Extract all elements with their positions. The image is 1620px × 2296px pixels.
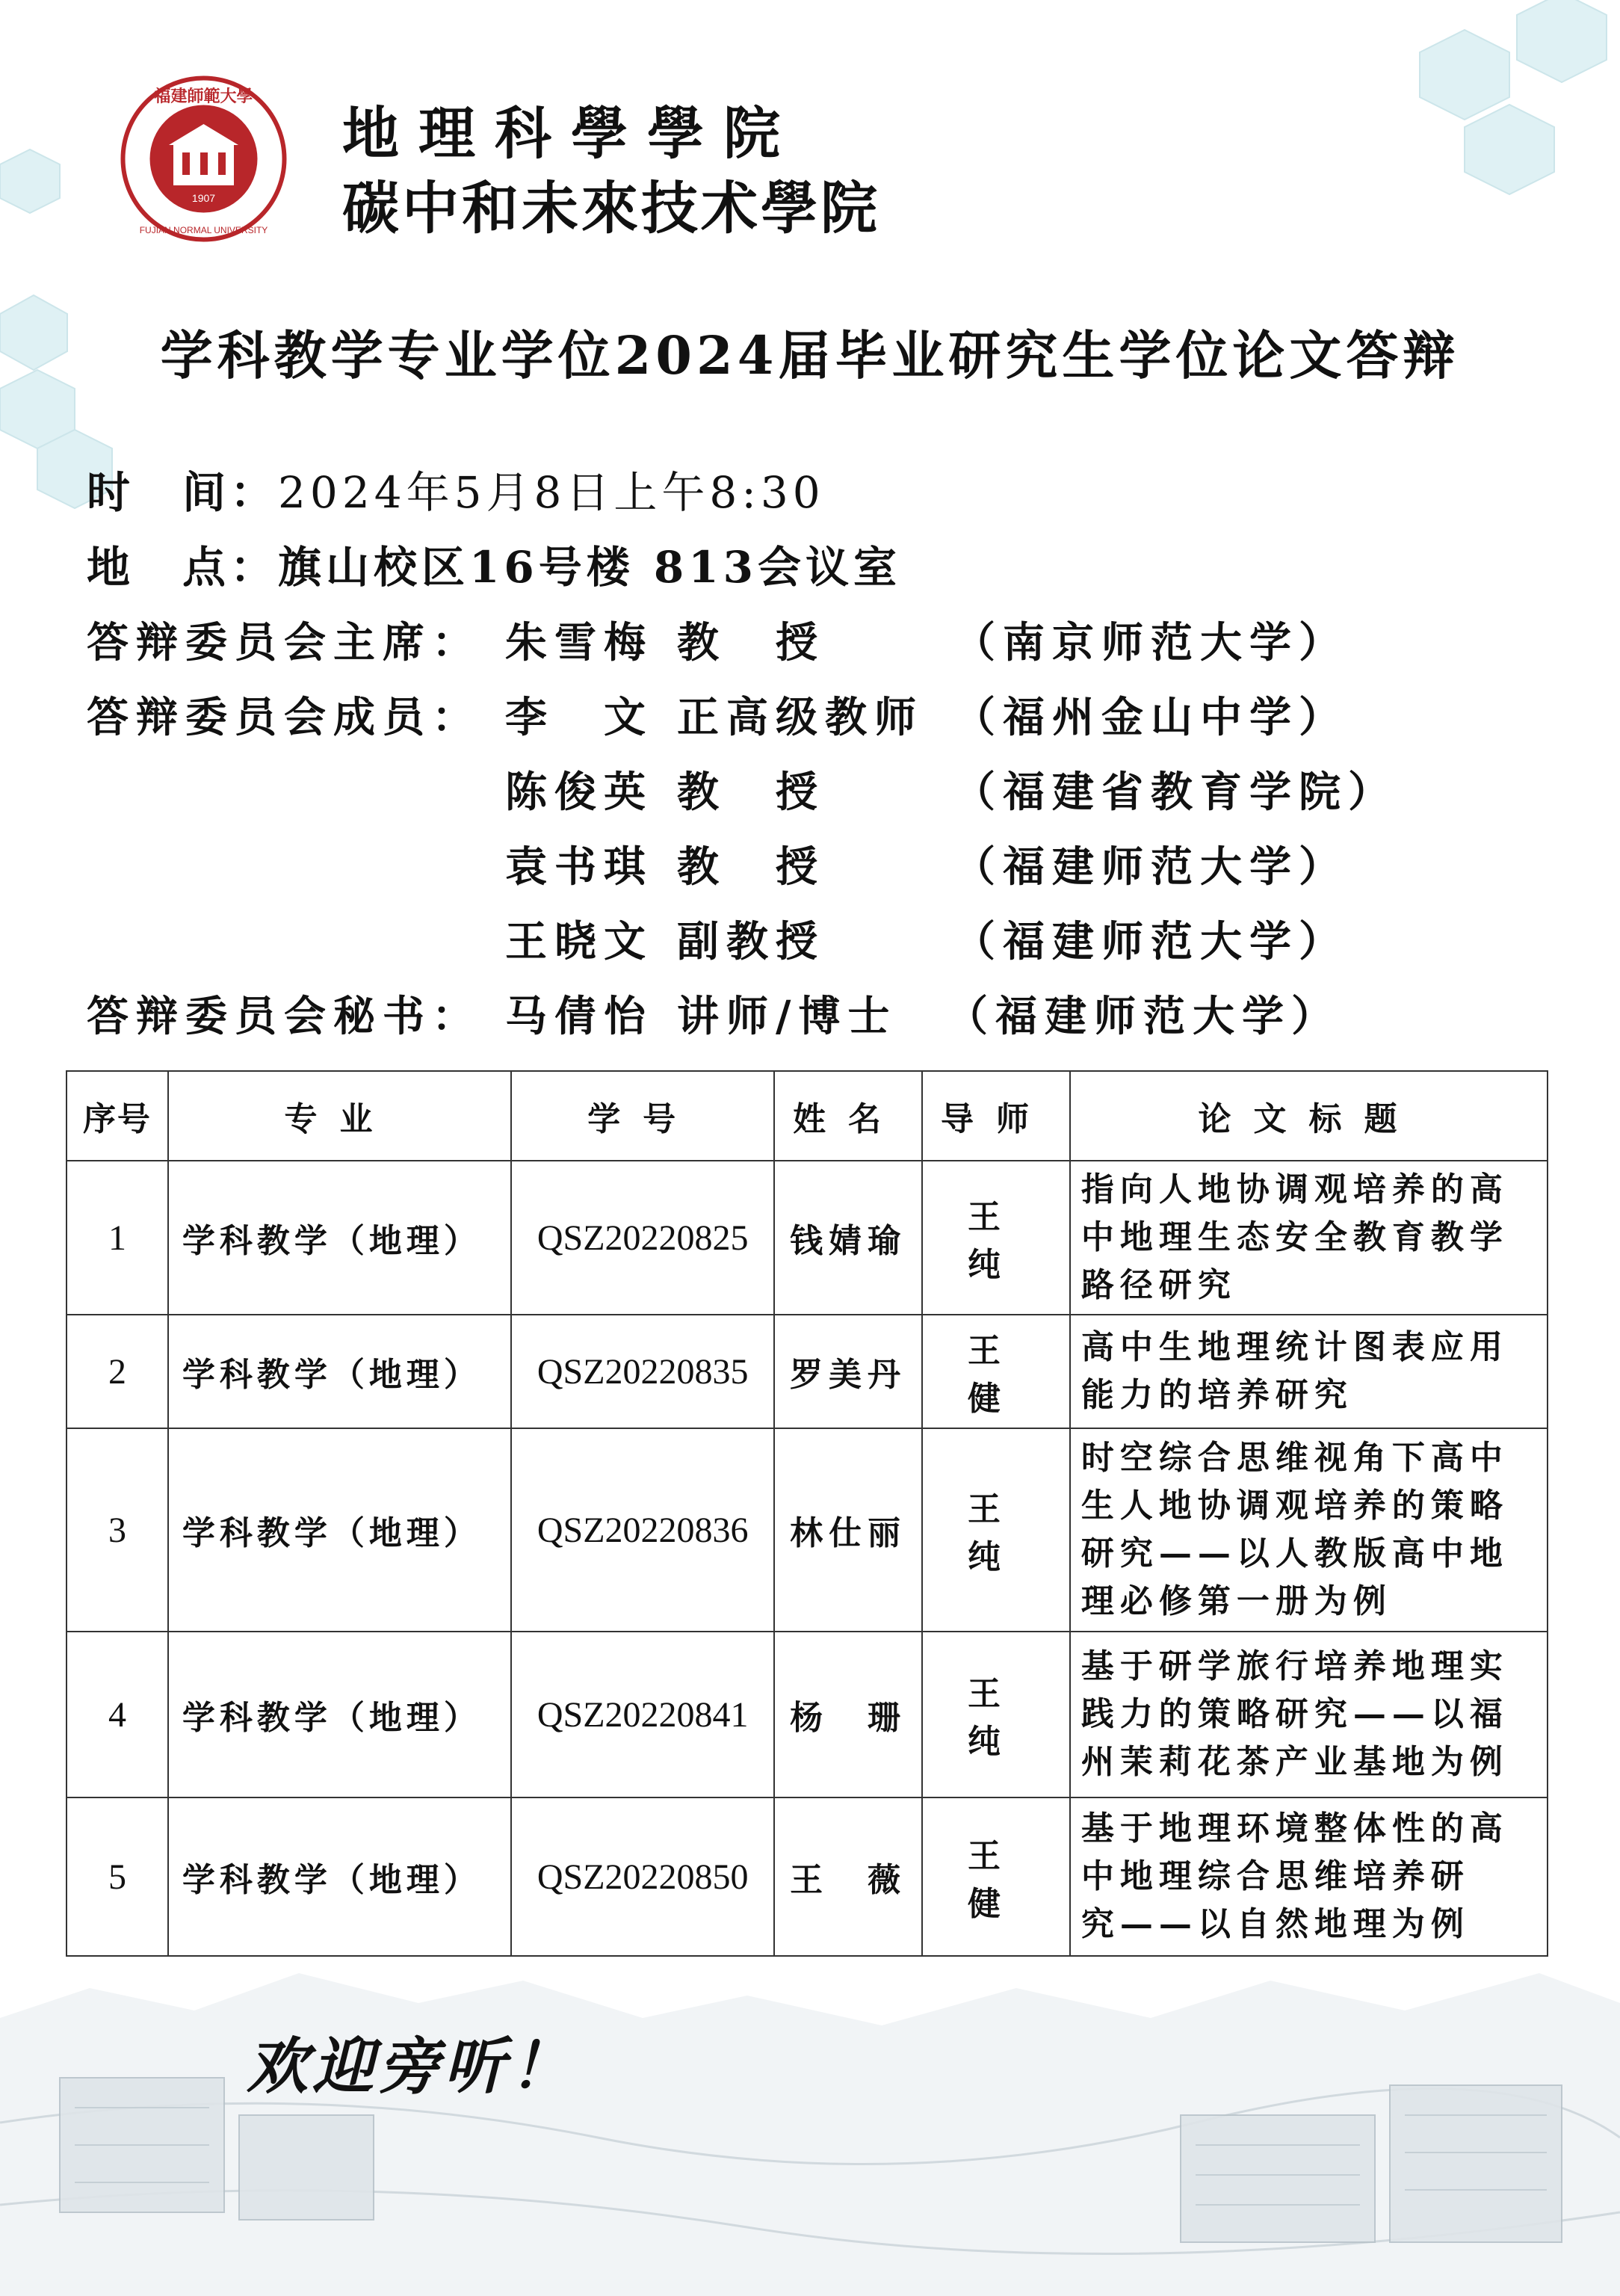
welcome-text: 欢迎旁听！: [247, 2031, 575, 2102]
member-title: 正高级教师: [677, 693, 924, 742]
time-label: 时 间：: [87, 467, 279, 518]
table-header-row: [67, 1071, 1548, 1161]
thesis-title-line: 时空综合思维视角下高中: [1080, 1439, 1509, 1477]
thesis-title-line: 中地理综合思维培养研: [1080, 1857, 1470, 1895]
advisor-cell: 王纯: [922, 1161, 1070, 1315]
secretary-org: （福建师范大学）: [946, 992, 1341, 1041]
thesis-title-line: 基于研学旅行培养地理实: [1080, 1647, 1509, 1685]
thesis-title-cell: [1070, 1797, 1548, 1956]
column-header: 导师: [922, 1071, 1070, 1161]
row-number: 5: [67, 1797, 168, 1956]
major-cell: 学科教学（地理）: [168, 1161, 511, 1315]
row-number: 3: [67, 1428, 168, 1632]
member-name: 袁书琪: [505, 842, 653, 892]
column-header: 学号: [511, 1071, 774, 1161]
thesis-title-line: 指向人地协调观培养的高: [1080, 1170, 1509, 1209]
thesis-title-line: 研究——以人教版高中地: [1080, 1534, 1509, 1573]
member-name: 陈俊英: [505, 768, 653, 817]
student-id-cell: QSZ20220850: [511, 1797, 774, 1956]
student-id-cell: QSZ20220836: [511, 1428, 774, 1632]
committee-secretary-row: [87, 984, 1506, 1041]
advisor-cell: 王健: [922, 1797, 1070, 1956]
student-id-cell: QSZ20220825: [511, 1161, 774, 1315]
svg-text:福建師範大學: 福建師範大學: [154, 87, 253, 106]
column-header: 论文标题: [1070, 1071, 1548, 1161]
student-name-cell: 杨 珊: [774, 1632, 922, 1797]
place-line: [87, 532, 901, 595]
thesis-title-line: 能力的培养研究: [1080, 1376, 1353, 1414]
thesis-title-cell: [1070, 1428, 1548, 1632]
table-row: [67, 1428, 1548, 1632]
member-org: （福建省教育学院）: [953, 768, 1397, 817]
event-title: 学科教学专业学位2024届毕业研究生学位论文答辩: [160, 324, 1460, 386]
student-name-cell: 罗美丹: [774, 1315, 922, 1428]
thesis-title-line: 践力的策略研究——以福: [1080, 1695, 1509, 1733]
table-row: [67, 1161, 1548, 1315]
committee-member-row: [87, 685, 1506, 742]
student-name-cell: 林仕丽: [774, 1428, 922, 1632]
secretary-title: 讲师/博士: [677, 992, 897, 1041]
thesis-title-line: 中地理生态安全教育教学: [1080, 1218, 1509, 1256]
thesis-title-line: 路径研究: [1080, 1266, 1237, 1304]
thesis-title-cell: [1070, 1632, 1548, 1797]
chair-title: 教 授: [677, 618, 825, 667]
college-name-secondary: 碳中和未來技术學院: [342, 175, 880, 241]
member-org: （福建师范大学）: [953, 917, 1348, 966]
thesis-title-line: 究——以自然地理为例: [1080, 1905, 1470, 1943]
member-title: 教 授: [677, 768, 825, 817]
thesis-title-line: 州茉莉花茶产业基地为例: [1080, 1743, 1509, 1781]
advisor-cell: 王纯: [922, 1632, 1070, 1797]
thesis-title-line: 高中生地理统计图表应用: [1080, 1328, 1509, 1366]
major-cell: 学科教学（地理）: [168, 1632, 511, 1797]
chair-name: 朱雪梅: [505, 618, 653, 667]
college-name: 地理科學學院: [342, 100, 800, 167]
committee-member-row: [87, 759, 1506, 817]
committee-chair-row: [87, 610, 1506, 667]
thesis-title-line: 理必修第一册为例: [1080, 1582, 1392, 1620]
table-row: [67, 1315, 1548, 1428]
member-name: 李 文: [505, 693, 653, 742]
thesis-title-cell: [1070, 1315, 1548, 1428]
advisor-cell: 王纯: [922, 1428, 1070, 1632]
row-number: 2: [67, 1315, 168, 1428]
member-org: （福州金山中学）: [953, 693, 1348, 742]
chair-org: （南京师范大学）: [953, 618, 1348, 667]
svg-text:1907: 1907: [191, 192, 216, 204]
column-header: 序号: [67, 1071, 168, 1161]
thesis-title-cell: [1070, 1161, 1548, 1315]
member-title: 教 授: [677, 842, 825, 892]
secretary-label: 答辩委员会秘书：: [87, 992, 481, 1041]
members-label: 答辩委员会成员：: [87, 693, 481, 742]
student-id-cell: QSZ20220835: [511, 1315, 774, 1428]
table-row: [67, 1632, 1548, 1797]
table-row: [67, 1797, 1548, 1956]
time-line: [87, 457, 825, 520]
student-name-cell: 钱婧瑜: [774, 1161, 922, 1315]
thesis-title-line: 生人地协调观培养的策略: [1080, 1487, 1509, 1525]
thesis-title-line: 基于地理环境整体性的高: [1080, 1809, 1509, 1848]
advisor-cell: 王健: [922, 1315, 1070, 1428]
defense-table: [66, 1070, 1548, 1957]
student-id-cell: QSZ20220841: [511, 1632, 774, 1797]
committee-member-row: [87, 834, 1506, 892]
major-cell: 学科教学（地理）: [168, 1428, 511, 1632]
column-header: 姓名: [774, 1071, 922, 1161]
member-org: （福建师范大学）: [953, 842, 1348, 892]
chair-label: 答辩委员会主席：: [87, 618, 481, 667]
column-header: 专业: [168, 1071, 511, 1161]
committee-member-row: [87, 909, 1506, 966]
member-name: 王晓文: [505, 917, 653, 966]
place-value: 旗山校区16号楼 813会议室: [278, 542, 901, 593]
student-name-cell: 王 薇: [774, 1797, 922, 1956]
row-number: 4: [67, 1632, 168, 1797]
major-cell: 学科教学（地理）: [168, 1797, 511, 1956]
row-number: 1: [67, 1161, 168, 1315]
major-cell: 学科教学（地理）: [168, 1315, 511, 1428]
member-title: 副教授: [677, 917, 825, 966]
secretary-name: 马倩怡: [505, 992, 653, 1041]
place-label: 地 点：: [87, 542, 279, 593]
time-value: 2024年5月8日上午8:30: [278, 467, 825, 518]
svg-text:FUJIAN NORMAL UNIVERSITY: FUJIAN NORMAL UNIVERSITY: [139, 225, 268, 235]
university-logo: [120, 75, 288, 243]
